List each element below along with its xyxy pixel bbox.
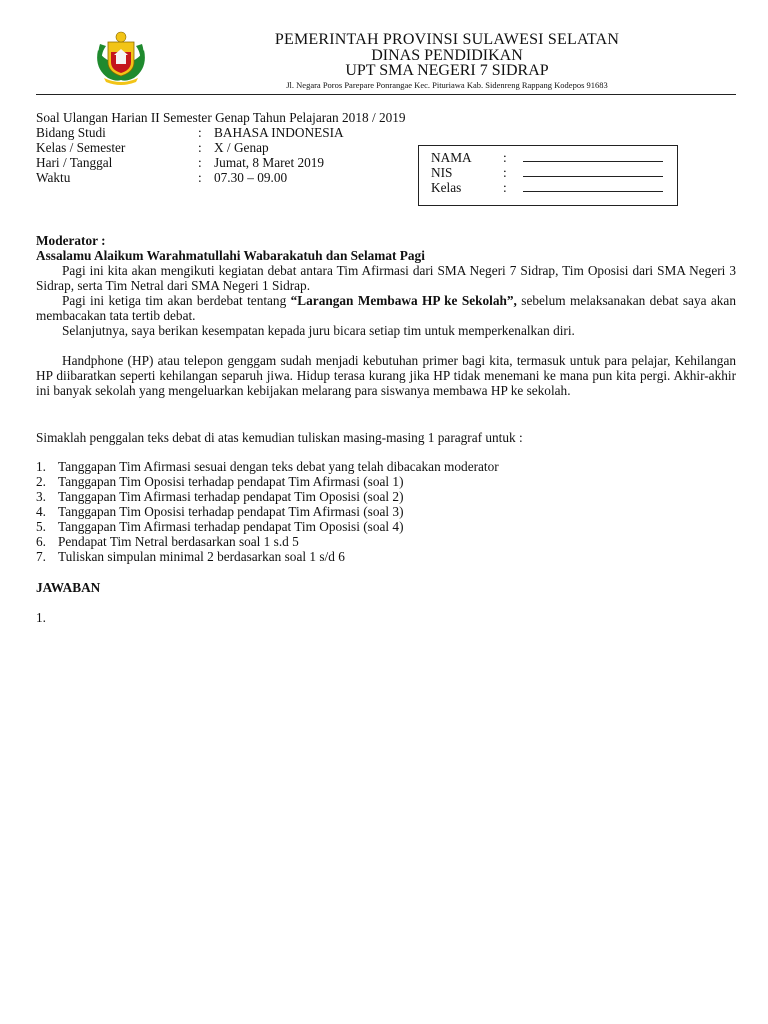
question-number: 5. [36, 519, 46, 534]
question-text: Tanggapan Tim Oposisi terhadap pendapat Tim Afirmasi (soal 1) [58, 474, 404, 489]
question-text: Tanggapan Tim Afirmasi terhadap pendapat Tim Oposisi (soal 4) [58, 519, 404, 534]
answer-number: 1. [36, 610, 46, 625]
info-value: X / Genap [214, 140, 269, 155]
info-label: Waktu [36, 170, 71, 185]
moderator-heading: Moderator : [36, 233, 106, 248]
moderator-paragraph-4: Handphone (HP) atau telepon genggam sudah menjadi kebutuhan primer bagi kita, termasuk untuk para pelajar, Kehilangan HP diibaratkan seperti kehilangan separuh jiwa. Hidup terasa kurang jika HP tidak menemani ke mana pun kita pergi. Akhir-akhir ini banyak sekolah yang mengeluarkan kebijakan melarang para siswanya membawa HP ke sekolah. [36, 353, 736, 398]
moderator-greeting: Assalamu Alaikum Warahmatullahi Wabarakatuh dan Selamat Pagi [36, 248, 425, 263]
question-number: 3. [36, 489, 46, 504]
instruction-text: Simaklah penggalan teks debat di atas kemudian tuliskan masing-masing 1 paragraf untuk : [36, 430, 523, 445]
info-value: BAHASA INDONESIA [214, 125, 344, 140]
name-blank-line [523, 161, 663, 162]
info-label: Bidang Studi [36, 125, 106, 140]
header-divider [36, 94, 736, 95]
moderator-paragraph-2 [36, 293, 736, 323]
info-value: 07.30 – 09.00 [214, 170, 288, 185]
id-colon: : [503, 150, 507, 165]
question-number: 6. [36, 534, 46, 549]
debate-topic: “Larangan Membawa HP ke Sekolah”, [290, 293, 517, 308]
info-label: Hari / Tanggal [36, 155, 113, 170]
info-colon: : [198, 170, 202, 185]
exam-title: Soal Ulangan Harian II Semester Genap Tahun Pelajaran 2018 / 2019 [36, 110, 406, 125]
question-text: Tanggapan Tim Afirmasi terhadap pendapat Tim Oposisi (soal 2) [58, 489, 404, 504]
p2-after: sebelum melaksanakan debat saya akan membacakan tata tertib debat. [36, 293, 736, 323]
info-colon: : [198, 125, 202, 140]
id-label: NAMA [431, 150, 472, 165]
department-name: DINAS PENDIDIKAN [371, 47, 523, 64]
id-label: NIS [431, 165, 453, 180]
info-label: Kelas / Semester [36, 140, 126, 155]
answer-heading: JAWABAN [36, 580, 101, 595]
question-text: Tanggapan Tim Afirmasi sesuai dengan teks debat yang telah dibacakan moderator [58, 459, 499, 474]
province-emblem-logo [92, 28, 150, 86]
question-text: Tanggapan Tim Oposisi terhadap pendapat Tim Afirmasi (soal 3) [58, 504, 404, 519]
question-text: Tuliskan simpulan minimal 2 berdasarkan soal 1 s/d 6 [58, 549, 345, 564]
info-value: Jumat, 8 Maret 2019 [214, 155, 325, 170]
id-colon: : [503, 165, 507, 180]
id-label: Kelas [431, 180, 462, 195]
moderator-paragraph-3: Selanjutnya, saya berikan kesempatan kepada juru bicara setiap tim untuk memperkenalkan diri. [62, 323, 575, 338]
info-colon: : [198, 155, 202, 170]
question-number: 7. [36, 549, 46, 564]
p2-before: Pagi ini ketiga tim akan berdebat tentang [62, 293, 291, 308]
question-text: Pendapat Tim Netral berdasarkan soal 1 s.d 5 [58, 534, 299, 549]
question-number: 4. [36, 504, 46, 519]
id-colon: : [503, 180, 507, 195]
question-number: 2. [36, 474, 46, 489]
class-blank-line [523, 191, 663, 192]
school-name: UPT SMA NEGERI 7 SIDRAP [345, 62, 549, 79]
nis-blank-line [523, 176, 663, 177]
government-name: PEMERINTAH PROVINSI SULAWESI SELATAN [274, 31, 620, 48]
question-number: 1. [36, 459, 46, 474]
school-address: Jl. Negara Poros Parepare Ponrangae Kec. Pituriawa Kab. Sidenreng Rappang Kodepos 91683 [286, 80, 608, 90]
student-identity-box [418, 145, 678, 206]
info-colon: : [198, 140, 202, 155]
moderator-paragraph-1: Pagi ini kita akan mengikuti kegiatan debat antara Tim Afirmasi dari SMA Negeri 7 Sidrap, Tim Oposisi dari SMA Negeri 3 Sidrap, serta Tim Netral dari SMA Negeri 1 Sidrap. [36, 263, 736, 293]
